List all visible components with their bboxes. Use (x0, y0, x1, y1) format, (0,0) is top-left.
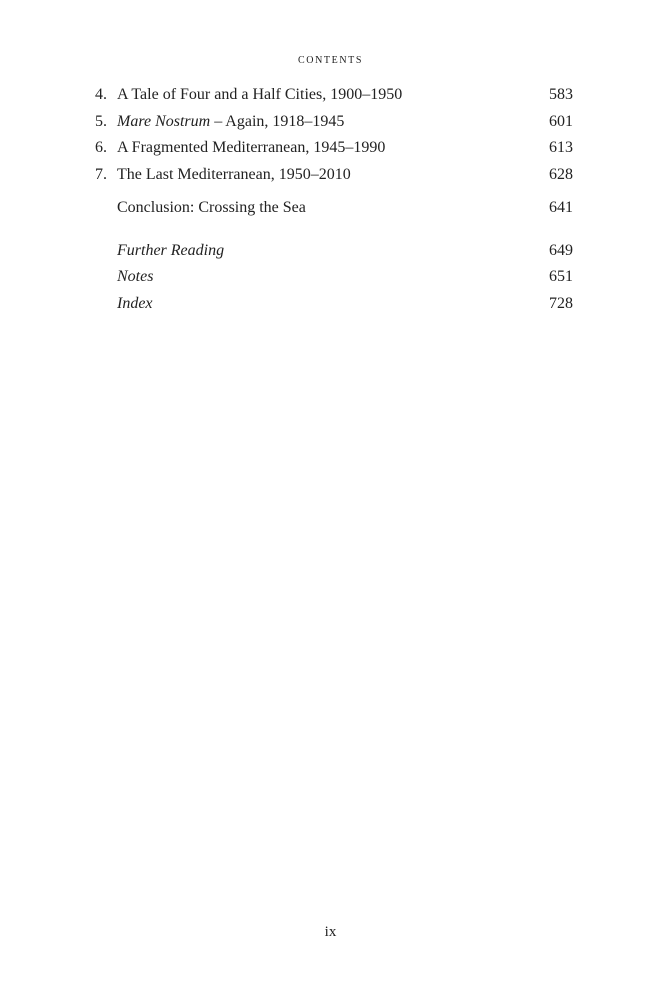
conclusion-title: Conclusion: Crossing the Sea (117, 199, 306, 216)
toc-entry-chapter-6 (95, 135, 573, 162)
page-number: 641 (549, 199, 573, 216)
back-matter-title: Index (117, 294, 153, 312)
table-of-contents (95, 82, 573, 317)
chapter-title: A Tale of Four and a Half Cities, 1900–1950 (117, 86, 403, 103)
chapter-number: 6. (95, 139, 107, 156)
page-number: 649 (549, 241, 573, 259)
running-head: CONTENTS (297, 55, 364, 66)
chapter-title (117, 109, 344, 136)
chapter-title: A Fragmented Mediterranean, 1945–1990 (117, 139, 386, 156)
spacer (95, 188, 573, 195)
chapter-title-rest: – Again, 1918–1945 (210, 112, 345, 130)
toc-entry-chapter-5 (95, 109, 573, 136)
chapter-title-italic: Mare Nostrum (117, 112, 211, 130)
page-number: 651 (549, 268, 573, 285)
chapter-number: 7. (95, 165, 107, 183)
toc-entry-chapter-4 (95, 82, 573, 109)
page-number: 628 (549, 165, 573, 183)
toc-entry-conclusion (95, 195, 573, 222)
chapter-number: 4. (95, 86, 107, 103)
page-number: 583 (549, 86, 573, 103)
back-matter-title: Notes (117, 268, 154, 285)
toc-entry-notes (95, 264, 573, 291)
page-number: 728 (549, 294, 573, 312)
page-number: 601 (549, 112, 573, 130)
chapter-number: 5. (95, 112, 107, 130)
toc-entry-chapter-7 (95, 162, 573, 189)
back-matter-title: Further Reading (117, 241, 225, 259)
toc-entry-further-reading (95, 238, 573, 265)
page-folio: ix (324, 924, 337, 940)
spacer (95, 222, 573, 238)
chapter-title: The Last Mediterranean, 1950–2010 (117, 165, 351, 183)
toc-entry-index (95, 291, 573, 318)
page-number: 613 (549, 139, 573, 156)
